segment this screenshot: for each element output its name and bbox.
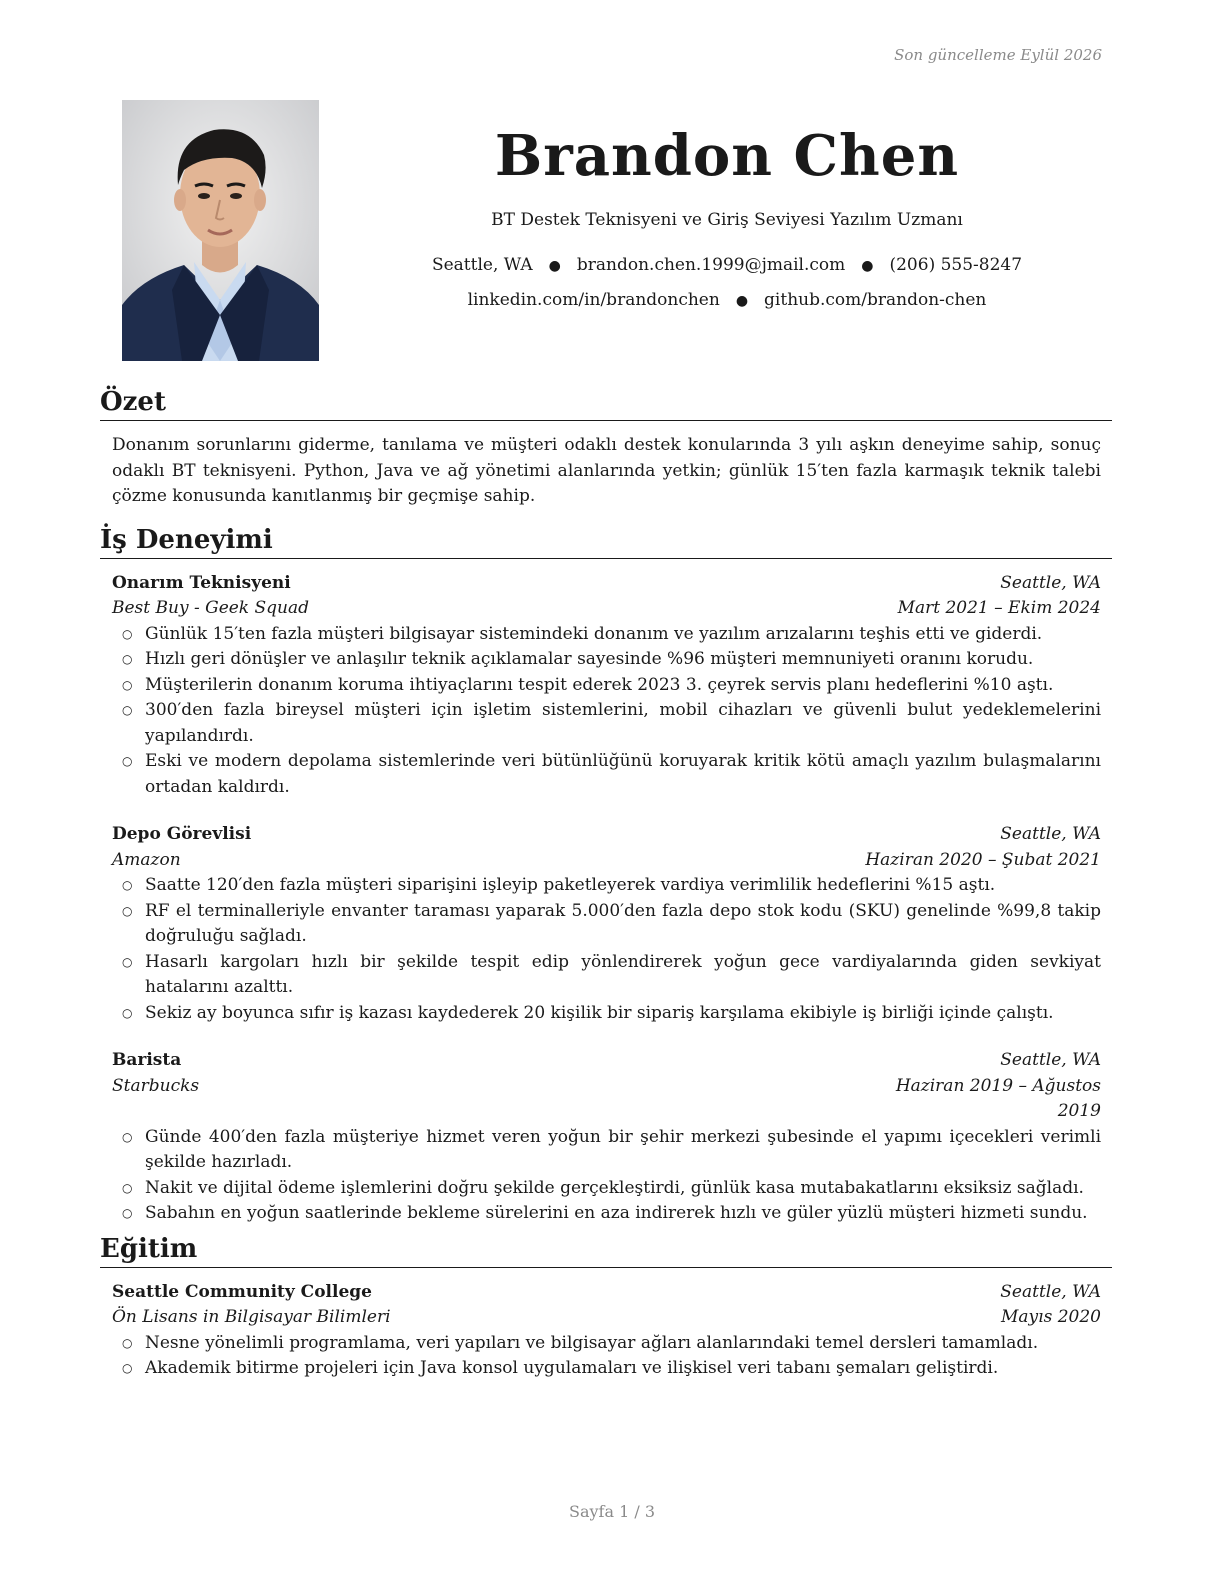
candidate-title: BT Destek Teknisyeni ve Giriş Seviyesi Yazılım Uzmanı [491,210,963,230]
list-item: ○ 300′den fazla bireysel müşteri için işletim sistemlerini, mobil cihazları ve güvenli bulut yedeklemelerini yapılandırdı. [122,700,1101,746]
list-item: ○ Hasarlı kargoları hızlı bir şekilde tespit edip yönlendirerek yoğun gece vardiyalarında giden sevkiyat hatalarını azalttı. [122,951,1101,997]
education-entry [112,1280,1101,1382]
ring-bullet-icon: ○ [122,1361,133,1375]
ring-bullet-icon: ○ [122,703,133,717]
list-item: ○ Eski ve modern depolama sistemlerinde veri bütünlüğünü koruyarak kritik kötü amaçlı yazılım bulaşmalarını ortadan kaldırdı. [122,751,1101,797]
job-role: Onarım Teknisyeni [112,572,291,593]
resume-header [330,118,1124,318]
job-entry [112,571,1101,801]
resume-body [100,380,1112,1382]
list-item: ○ Müşterilerin donanım koruma ihtiyaçlarını tespit ederek 2023 3. çeyrek servis planı hedeflerini %10 aştı. [112,673,1101,699]
education-section [100,1233,1112,1382]
job-bullets [112,622,1101,801]
job-role: Depo Görevlisi [112,824,252,844]
list-item: ○ Nesne yönelimli programlama, veri yapıları ve bilgisayar ağları alanlarındaki temel dersleri tamamladı. [112,1331,1101,1357]
job-dates: Haziran 2020 – Şubat 2021 [865,849,1101,870]
experience-section [100,524,1112,1227]
bullet-separator-icon: ● [861,258,874,274]
job-company: Amazon [112,849,181,870]
job-location: Seattle, WA [1000,1050,1101,1070]
job-dates: Mart 2021 – Ekim 2024 [897,598,1101,618]
job-location: Seattle, WA [1000,572,1101,593]
profile-photo [122,100,319,361]
summary-section [100,386,1112,510]
job-company: Best Buy - Geek Squad [112,598,310,618]
contact-info [330,248,1124,318]
summary-text: Donanım sorunlarını giderme, tanılama ve müşteri odaklı destek konularında 3 yılı aşkın deneyime sahip, sonuç odaklı BT teknisyeni. Python, Java ve ağ yönetimi alanlarında yetkin; günlük 15′ten fazla karmaşık teknik talebi çözme konusunda kanıtlanmış bir geçmişe sahip. [112,435,1101,506]
ring-bullet-icon: ○ [122,878,133,892]
list-item: ○ Nakit ve dijital ödeme işlemlerini doğru şekilde gerçekleştirdi, günlük kasa mutabakatlarını eksiksiz sağladı. [112,1176,1101,1202]
ring-bullet-icon: ○ [122,754,133,768]
list-item: ○ Saatte 120′den fazla müşteri siparişini işleyip paketleyerek vardiya verimlilik hedeflerini %15 aştı. [112,873,1101,899]
degree-name: Ön Lisans in Bilgisayar Bilimleri [112,1307,391,1327]
ring-bullet-icon: ○ [122,1180,133,1195]
job-entry [112,1048,1101,1227]
contact-phone[interactable]: (206) 555-8247 [889,255,1023,275]
education-bullets [112,1331,1101,1382]
list-item: ○ Akademik bitirme projeleri için Java konsol uygulamaları ve ilişkisel veri tabanı şemaları geliştirdi. [112,1356,1101,1382]
ring-bullet-icon: ○ [122,954,133,969]
list-item: ○ RF el terminalleriyle envanter taraması yaparak 5.000′den fazla depo stok kodu (SKU) genelinde %99,8 takip doğruluğu sağladı. [122,900,1101,946]
last-updated: Son güncelleme Eylül 2026 [894,46,1102,64]
contact-line-2 [330,283,1124,318]
job-bullets [112,873,1101,1026]
ring-bullet-icon: ○ [122,652,133,666]
ring-bullet-icon: ○ [122,1206,133,1220]
school-location: Seattle, WA [1000,1281,1101,1302]
ring-bullet-icon: ○ [122,1129,133,1144]
ring-bullet-icon: ○ [122,626,133,641]
job-bullets [112,1125,1101,1227]
job-role: Barista [112,1050,182,1070]
job-company: Starbucks [112,1075,200,1096]
bullet-separator-icon: ● [735,293,749,309]
experience-heading: İş Deneyimi [100,524,1112,559]
contact-email[interactable]: brandon.chen.1999@jmail.com [576,255,846,275]
education-heading: Eğitim [100,1233,1112,1268]
ring-bullet-icon: ○ [122,903,133,918]
list-item: ○ Günde 400′den fazla müşteriye hizmet veren yoğun bir şehir merkezi şubesinde el yapımı içecekleri verimli şekilde hazırladı. [122,1126,1101,1172]
portrait-image [122,100,319,361]
list-item: ○ Sabahın en yoğun saatlerinde bekleme sürelerini en aza indirerek hızlı ve güler yüzlü müşteri hizmeti sundu. [112,1201,1101,1227]
ring-bullet-icon: ○ [122,1335,133,1350]
ring-bullet-icon: ○ [122,677,133,692]
contact-location: Seattle, WA [431,255,533,275]
bullet-separator-icon: ● [548,258,561,274]
contact-github[interactable]: github.com/brandon-chen [764,290,987,310]
job-location: Seattle, WA [1000,824,1101,844]
job-dates: Haziran 2019 – Ağustos 2019 [895,1075,1101,1121]
page-number: Sayfa 1 / 3 [568,1502,655,1521]
ring-bullet-icon: ○ [122,1005,133,1020]
candidate-name: Brandon Chen [494,123,960,189]
job-entry [112,822,1101,1026]
list-item: ○ Hızlı geri dönüşler ve anlaşılır teknik açıklamalar sayesinde %96 müşteri memnuniyeti oranını korudu. [112,647,1101,673]
list-item: ○ Günlük 15′ten fazla müşteri bilgisayar sistemindeki donanım ve yazılım arızalarını teşhis etti ve giderdi. [112,622,1101,648]
list-item: ○ Sekiz ay boyunca sıfır iş kazası kaydederek 20 kişilik bir sipariş karşılama ekibiyle iş birliği içinde çalıştı. [112,1001,1101,1027]
school-name: Seattle Community College [112,1281,372,1302]
contact-linkedin[interactable]: linkedin.com/in/brandonchen [467,290,720,310]
contact-line-1 [330,248,1124,283]
summary-heading: Özet [100,386,1112,421]
graduation-date: Mayıs 2020 [1001,1307,1101,1327]
